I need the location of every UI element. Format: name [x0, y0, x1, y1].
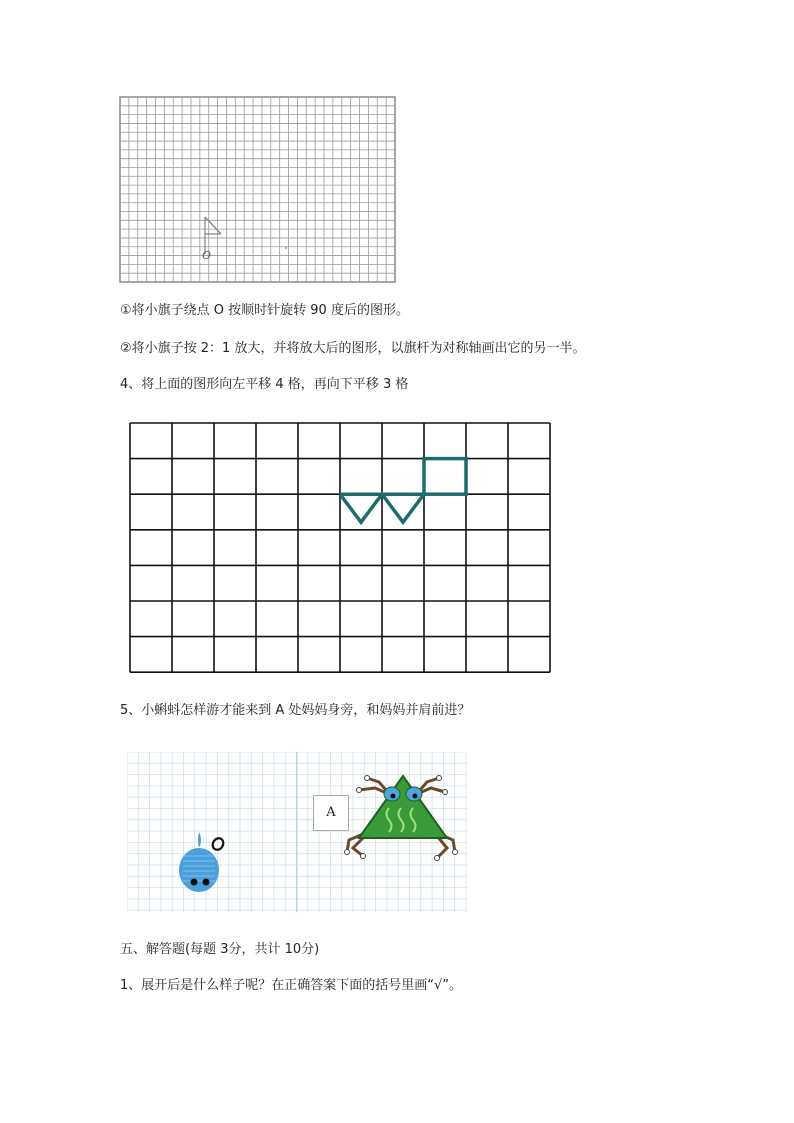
rotation-point-o — [211, 836, 226, 851]
fine-grid-lines — [120, 97, 395, 282]
target-label-a: A — [313, 795, 349, 831]
tadpole-frog-figure — [127, 752, 467, 912]
rotation-point-label: O — [202, 249, 212, 262]
section-5-heading: 五、解答题(每题 3分，共计 10分) — [120, 942, 320, 957]
flag-shape-to-translate — [340, 459, 466, 523]
question-4-text: 4、将上面的图形向左平移 4 格，再向下平移 3 格 — [120, 377, 409, 392]
tadpole-eye — [191, 879, 198, 886]
flag-grid-figure — [119, 96, 396, 283]
grid-dot — [285, 247, 287, 249]
tadpole-eye — [203, 879, 210, 886]
instruction-rotate: ①将小旗子绕点 O 按顺时针旋转 90 度后的图形。 — [120, 303, 409, 318]
translation-grid-figure — [128, 420, 555, 674]
question-5-text: 5、小蝌蚪怎样游才能来到 A 处妈妈身旁，和妈妈并肩前进？ — [120, 703, 471, 718]
section-5-question-1: 1、展开后是什么样子呢？在正确答案下面的括号里画“√”。 — [120, 978, 463, 993]
instruction-enlarge: ②将小旗子按 2：1 放大，并将放大后的图形，以旗杆为对称轴画出它的另一半。 — [120, 341, 586, 356]
square-grid-lines — [130, 423, 550, 672]
frog-mother — [345, 776, 458, 861]
